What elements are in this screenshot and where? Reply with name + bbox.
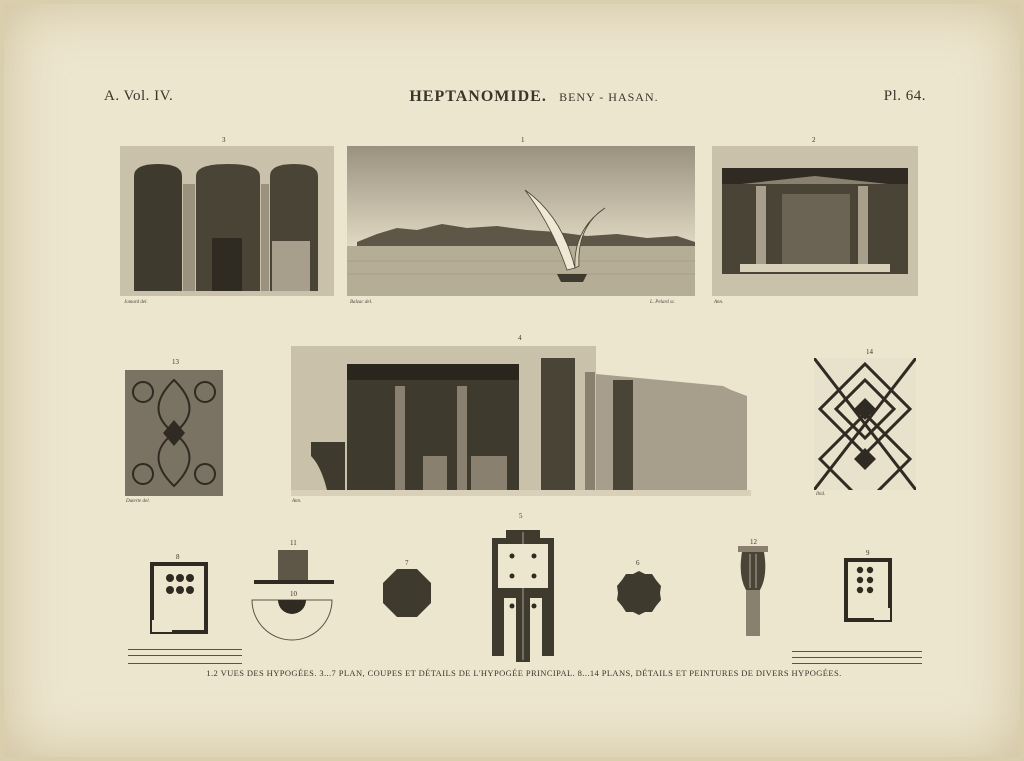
figure-7-octagonal-column [382,568,432,618]
volume-label: A. Vol. IV. [104,88,174,104]
figure-8-tomb-plan [150,562,208,634]
plate-caption: 1.2 VUES DES HYPOGÉES. 3...7 PLAN, COUPES ET DÉTAILS DE L'HYPOGÉE PRINCIPAL. 8...14 PLANS, DÉTAILS ET PEINTURES DE DIVERS HYPOGÉES. [206,668,842,678]
engraver-credit: Ibid. [816,492,826,497]
engraver-credit: L. Pelard sc. [650,300,676,305]
figure-1-nile-view [347,146,695,296]
figure-number: 13 [172,358,179,366]
title-beny-hasan: BENY - HASAN. [559,90,659,104]
figure-13-ceiling-pattern [125,370,223,496]
engraver-credit: Ann. [714,300,724,305]
figure-number: 7 [405,559,409,567]
figure-number: 10 [290,590,297,598]
figure-4-longitudinal-section [291,346,751,496]
figure-number: 5 [519,512,523,520]
engraver-credit: Balzac del. [350,300,373,305]
scale-bar-left [128,644,242,668]
plate-title [384,88,684,106]
figure-2-tomb-portico [712,146,918,296]
engraver-credit: Duterte del. [126,499,150,504]
plate-number: Pl. 64. [883,88,926,104]
figure-number: 9 [866,549,870,557]
figure-number: 4 [518,334,522,342]
figure-6-fluted-column [616,570,662,616]
figure-number: 2 [812,136,816,144]
figure-number: 12 [750,538,757,546]
figure-number: 3 [222,136,226,144]
title-heptanomide: HEPTANOMIDE. [409,88,547,105]
figure-14-geometric-painting [814,358,916,490]
engraver-credit: Ann. [292,499,302,504]
figure-12-lotiform-column [736,546,770,638]
plate-sheet [4,4,1020,757]
figure-9-tomb-plan [844,558,892,622]
engraver-credit: Jomard del. [124,300,148,305]
figure-5-main-plan [490,528,556,662]
figure-number: 8 [176,553,180,561]
figure-number: 6 [636,559,640,567]
figure-number: 1 [521,136,525,144]
figure-3-tomb-section [120,146,334,296]
figure-number: 11 [290,539,297,547]
figure-number: 14 [866,348,873,356]
